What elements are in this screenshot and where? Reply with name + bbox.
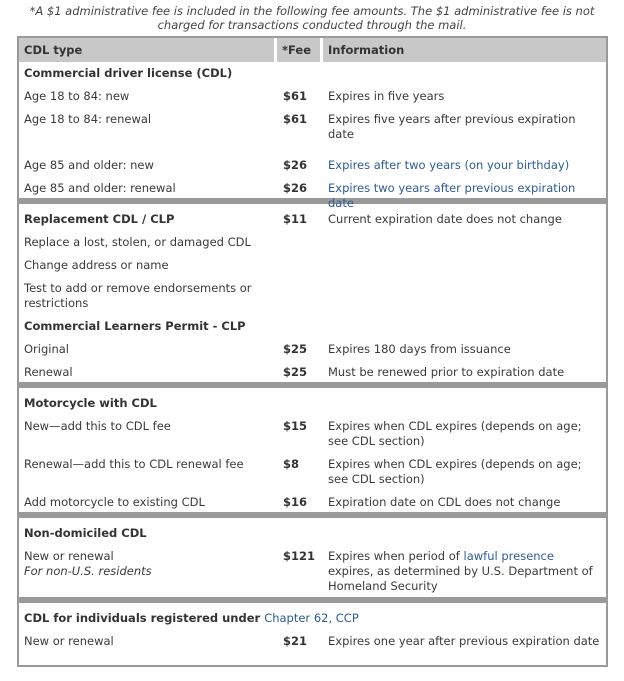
section-title: Replacement CDL / CLP (19, 208, 277, 231)
row-type (19, 545, 277, 595)
row-info: Expiration date on CDL does not change (328, 495, 561, 509)
col-header-type: CDL type (19, 38, 277, 62)
table-row (19, 277, 606, 315)
row-fee: $26 (277, 177, 323, 196)
row-type: Renewal (19, 361, 277, 380)
row-info: Current expiration date does not change (328, 212, 562, 226)
section-title-row (19, 62, 606, 85)
chapter-62-link[interactable]: Chapter 62, CCP (264, 611, 359, 625)
table-row (19, 415, 606, 453)
row-fee: $16 (277, 491, 323, 510)
row-fee: $25 (277, 338, 323, 361)
section-title: Commercial driver license (CDL) (24, 66, 233, 80)
row-info-link[interactable]: Expires two years after previous expiration date (328, 181, 576, 210)
row-info: Expires one year after previous expiration date (328, 634, 600, 648)
row-info: Expires 180 days from issuance (328, 342, 511, 356)
row-info: Must be renewed prior to expiration date (328, 365, 565, 379)
section-title-row (19, 607, 606, 630)
section-title: Motorcycle with CDL (19, 392, 277, 415)
col-header-info: Information (328, 43, 405, 57)
section-title: Non-domiciled CDL (19, 522, 277, 545)
section-divider (19, 597, 606, 603)
section-title-row (19, 315, 606, 338)
fee-table (17, 36, 608, 667)
table-row (19, 108, 606, 154)
section-title-row (19, 208, 606, 231)
row-type-label: New or renewal (24, 549, 114, 563)
fee-note: *A $1 administrative fee is included in the following fee amounts. The $1 administrative fee is not charged for transactions conducted through the mail. (29, 4, 595, 32)
table-row (19, 630, 606, 652)
section-divider (19, 198, 606, 204)
section-subtitle: Commercial Learners Permit - CLP (19, 315, 277, 338)
row-type: Age 18 to 84: new (19, 85, 277, 108)
table-row (19, 338, 606, 361)
row-info-text: Expires when period of (328, 549, 464, 563)
section-title-text: CDL for individuals registered under (24, 611, 265, 625)
row-type: Test to add or remove endorsements or restrictions (19, 277, 277, 315)
row-fee: $25 (277, 361, 323, 380)
row-type: New or renewal (19, 630, 277, 652)
row-fee: $61 (277, 108, 323, 154)
row-type: Age 18 to 84: renewal (19, 108, 277, 154)
table-row (19, 361, 606, 380)
section-divider (19, 382, 606, 388)
section-title-row (19, 522, 606, 545)
row-info (323, 545, 606, 595)
row-info-text: expires, as determined by U.S. Department of Homeland Security (328, 564, 593, 593)
row-fee: $21 (277, 630, 323, 652)
table-row (19, 453, 606, 491)
row-info-link[interactable]: Expires after two years (on your birthday) (328, 158, 570, 172)
row-fee: $26 (277, 154, 323, 177)
row-info: Expires when CDL expires (depends on age; see CDL section) (328, 457, 582, 486)
table-row (19, 177, 606, 210)
row-type: Add motorcycle to existing CDL (19, 491, 277, 510)
row-type-note: For non-U.S. residents (24, 564, 152, 578)
table-row (19, 491, 606, 510)
row-type: New—add this to CDL fee (19, 415, 277, 453)
row-type: Change address or name (19, 254, 277, 277)
lawful-presence-link[interactable]: lawful presence (463, 549, 554, 563)
table-row (19, 154, 606, 177)
row-fee: $61 (277, 85, 323, 108)
row-fee: $11 (277, 208, 323, 231)
col-header-fee: *Fee (277, 38, 323, 62)
section-title-row (19, 392, 606, 415)
table-row (19, 231, 606, 254)
table-row (19, 545, 606, 595)
row-type: Age 85 and older: renewal (19, 177, 277, 196)
row-type: Replace a lost, stolen, or damaged CDL (19, 231, 277, 254)
table-row (19, 85, 606, 108)
row-type: Renewal—add this to CDL renewal fee (19, 453, 277, 491)
row-type: Original (19, 338, 277, 361)
row-fee: $121 (277, 545, 323, 595)
row-fee: $8 (277, 453, 323, 491)
row-info: Expires in five years (328, 89, 445, 103)
table-row (19, 254, 606, 277)
table-header (19, 38, 606, 62)
row-fee: $15 (277, 415, 323, 453)
row-type: Age 85 and older: new (19, 154, 277, 177)
section-divider (19, 512, 606, 518)
section-title (19, 607, 606, 630)
row-info: Expires when CDL expires (depends on age; see CDL section) (328, 419, 582, 448)
row-info: Expires five years after previous expiration date (328, 112, 576, 141)
